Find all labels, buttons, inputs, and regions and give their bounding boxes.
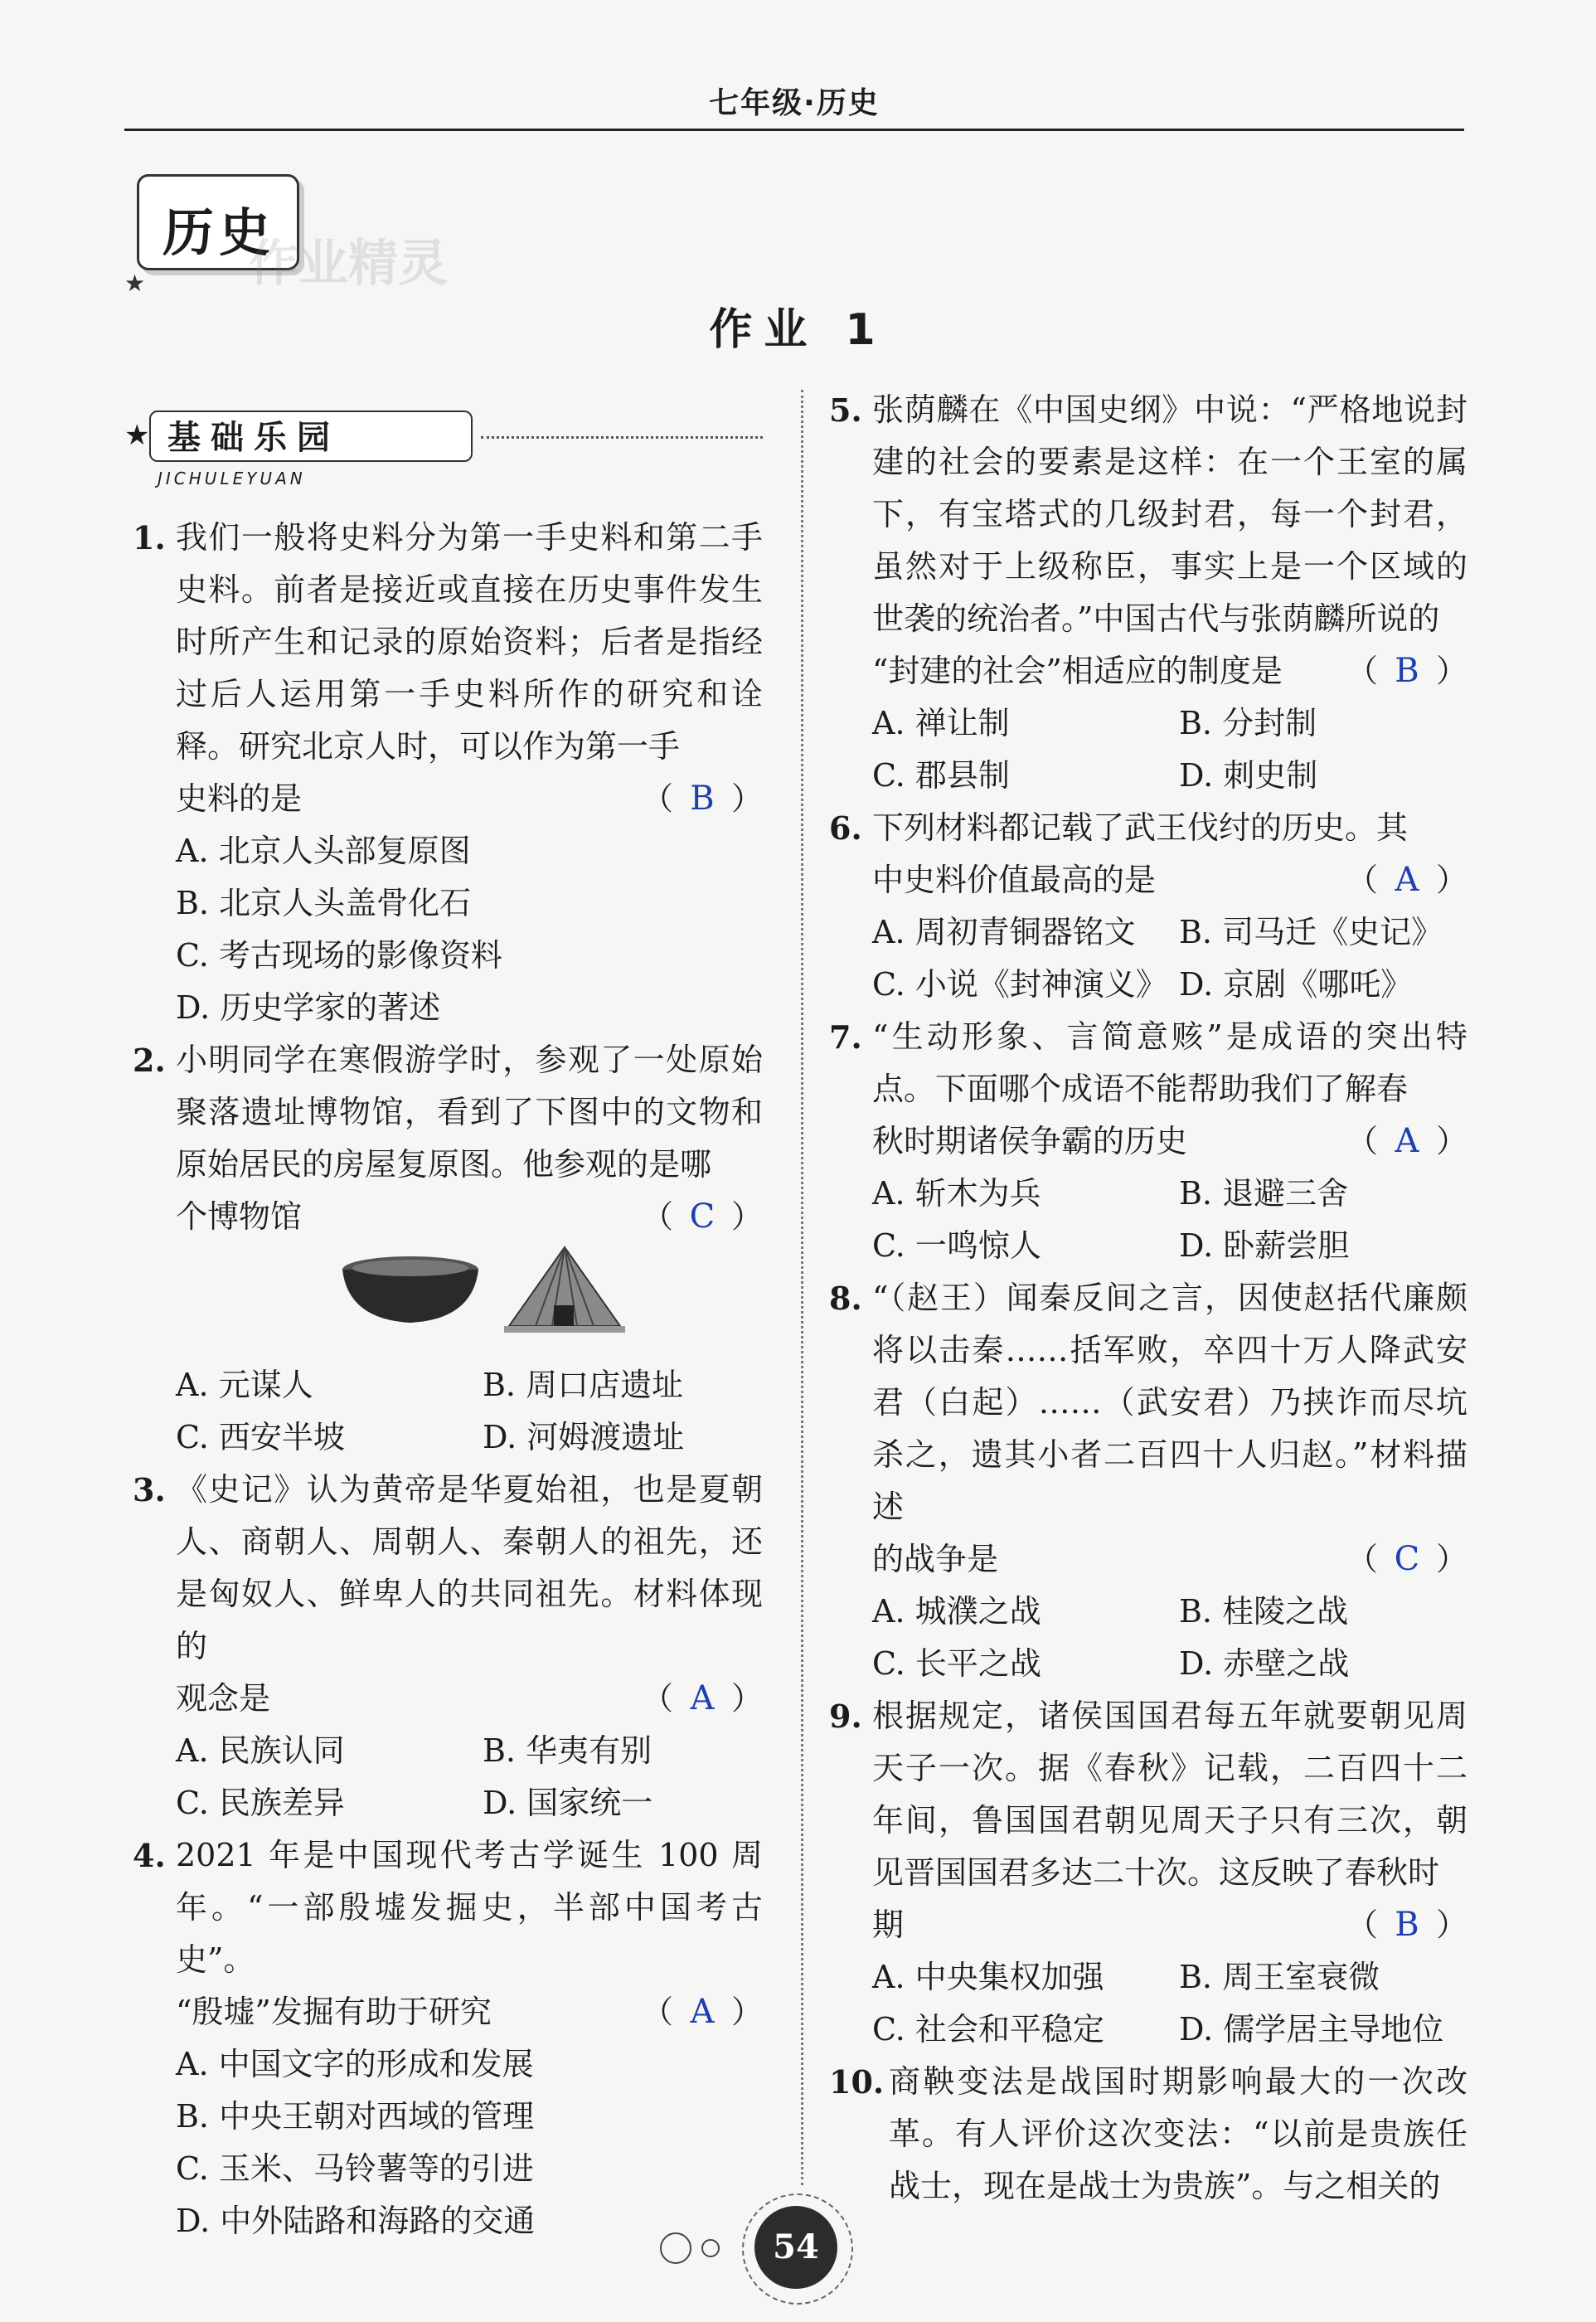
option-d: D. 历史学家的著述: [176, 989, 441, 1026]
answer: B: [1395, 1906, 1419, 1944]
question-8: [829, 1272, 1467, 1690]
option-b: B. 华夷有别: [483, 1732, 652, 1769]
option-a: A. 北京人头部复原图: [176, 833, 471, 869]
option-d: D. 河姆渡遗址: [483, 1419, 685, 1455]
answer-bracket: （ B ）: [642, 773, 763, 825]
answer: B: [1395, 652, 1419, 690]
option-c: C. 西安半坡: [176, 1419, 345, 1455]
question-5: [829, 384, 1467, 802]
option-c: C. 小说《封神演义》: [872, 966, 1167, 1003]
answer-bracket: （ C ）: [642, 1191, 763, 1243]
answer-bracket: （ A ）: [1346, 854, 1467, 906]
question-stem: 下列材料都记载了武王伐纣的历史。其: [872, 809, 1409, 846]
option-a: A. 城濮之战: [872, 1593, 1041, 1630]
question-2: [133, 1034, 763, 1464]
option-d: D. 卧薪尝胆: [1179, 1227, 1350, 1264]
page-header: 七年级·历史: [709, 86, 880, 120]
question-3: [133, 1464, 763, 1829]
subject-label: 历史: [163, 202, 276, 263]
question-stem-end: 的战争是: [872, 1541, 999, 1577]
question-stem: “（赵王）闻秦反间之言，因使赵括代廉颇将以击秦……括军败，卒四十万人降武安君（白起）……（武安君）乃挟诈而尽坑杀之，遗其小者二百四十人归赵。”材料描述: [872, 1280, 1467, 1525]
option-c: C. 郡县制: [872, 757, 1010, 794]
option-d: D. 国家统一: [483, 1785, 653, 1821]
question-stem: “生动形象、言简意赅”是成语的突出特点。下面哪个成语不能帮助我们了解春: [872, 1018, 1467, 1107]
question-stem: 《史记》认为黄帝是华夏始祖，也是夏朝人、商朝人、周朝人、秦朝人的祖先，还是匈奴人、鲜卑人的共同祖先。材料体现的: [176, 1471, 763, 1664]
question-stem: 我们一般将史料分为第一手史料和第二手史料。前者是接近或直接在历史事件发生时所产生和记录的原始资料；后者是指经过后人运用第一手史料所作的研究和诠释。研究北京人时，可以作为第一手: [176, 519, 763, 765]
question-number: 8.: [829, 1280, 862, 1317]
decor-circle: [660, 2232, 691, 2264]
question-10: [829, 2056, 1467, 2213]
question-9: [829, 1690, 1467, 2056]
watermark: 作业精灵: [249, 235, 448, 293]
question-stem: 2021 年是中国现代考古学诞生 100 周年。“一部殷墟发掘史，半部中国考古史”。: [176, 1837, 763, 1978]
question-7: [829, 1011, 1467, 1272]
question-number: 2.: [133, 1042, 166, 1079]
right-column: [829, 384, 1467, 2213]
question-4: [133, 1829, 763, 2247]
option-b: B. 北京人头盖骨化石: [176, 885, 472, 921]
question-stem-end: 个博物馆: [176, 1198, 303, 1235]
answer: B: [690, 780, 715, 818]
option-c: C. 一鸣惊人: [872, 1227, 1041, 1264]
question-number: 4.: [133, 1837, 166, 1874]
option-a: A. 中国文字的形成和发展: [176, 2046, 534, 2082]
answer-bracket: （ C ）: [1346, 1533, 1467, 1586]
left-column: [133, 512, 763, 2247]
option-b: B. 周口店遗址: [483, 1367, 684, 1403]
question-stem-end: 观念是: [176, 1680, 271, 1717]
pottery-bowl-image: [340, 1253, 481, 1326]
answer: A: [690, 1993, 715, 2031]
star-icon: ★: [124, 270, 146, 297]
option-b: B. 周王室衰微: [1179, 1959, 1380, 1995]
assignment-title: 作业 1: [709, 305, 887, 355]
option-a: A. 民族认同: [176, 1732, 345, 1769]
question-number: 3.: [133, 1471, 166, 1508]
question-number: 7.: [829, 1018, 862, 1056]
question-1: [133, 512, 763, 1034]
answer-bracket: （ A ）: [1346, 1115, 1467, 1168]
option-b: B. 中央王朝对西域的管理: [176, 2098, 535, 2135]
option-d: D. 赤壁之战: [1179, 1645, 1350, 1682]
answer-bracket: （ A ）: [642, 1673, 763, 1725]
question-stem-end: 秋时期诸侯争霸的历史: [872, 1123, 1188, 1159]
option-d: D. 刺史制: [1179, 757, 1318, 794]
question-stem-end: 中史料价值最高的是: [872, 862, 1157, 898]
answer-bracket: （ B ）: [1346, 645, 1467, 697]
answer: A: [1395, 1122, 1419, 1160]
question-number: 6.: [829, 809, 862, 847]
section-banner: [124, 410, 771, 502]
option-a: A. 禅让制: [872, 705, 1010, 741]
column-divider: [801, 390, 803, 2185]
question-figure: [176, 1243, 763, 1359]
answer: A: [690, 1679, 715, 1717]
answer: C: [1394, 1540, 1420, 1578]
thatched-hut-image: [502, 1243, 627, 1343]
question-number: 9.: [829, 1698, 862, 1735]
page-number: 54: [754, 2206, 837, 2289]
option-c: C. 民族差异: [176, 1785, 345, 1821]
question-stem: 根据规定，诸侯国国君每五年就要朝见周天子一次。据《春秋》记载，二百四十二年间，鲁国国君朝见周天子只有三次，朝见晋国国君多达二十次。这反映了春秋时: [872, 1698, 1467, 1891]
option-c: C. 玉米、马铃薯等的引进: [176, 2150, 534, 2187]
option-d: D. 儒学居主导地位: [1179, 2011, 1444, 2048]
answer: C: [689, 1197, 716, 1236]
header-rule: [124, 129, 1464, 131]
question-number: 1.: [133, 519, 166, 556]
question-stem-end: 期: [872, 1907, 905, 1943]
option-c: C. 考古现场的影像资料: [176, 937, 502, 974]
section-title: 基础乐园: [149, 410, 473, 462]
option-c: C. 社会和平稳定: [872, 2011, 1104, 2048]
question-stem: 商鞅变法是战国时期影响最大的一次改革。有人评价这次变法：“以前是贵族任战士，现在是战士为贵族”。与之相关的: [889, 2063, 1467, 2204]
option-b: B. 退避三舍: [1179, 1175, 1349, 1212]
option-b: B. 桂陵之战: [1179, 1593, 1349, 1630]
option-a: A. 周初青铜器铭文: [872, 914, 1136, 950]
answer: A: [1395, 861, 1419, 899]
question-stem-end: “封建的社会”相适应的制度是: [872, 653, 1283, 689]
option-c: C. 长平之战: [872, 1645, 1041, 1682]
question-stem-end: “殷墟”发掘有助于研究: [176, 1994, 492, 2030]
question-stem: 小明同学在寒假游学时，参观了一处原始聚落遗址博物馆，看到了下图中的文物和原始居民的房屋复原图。他参观的是哪: [176, 1042, 763, 1183]
answer-bracket: （ A ）: [642, 1986, 763, 2038]
star-icon: ★: [124, 419, 150, 452]
question-6: [829, 802, 1467, 1011]
option-d: D. 中外陆路和海路的交通: [176, 2203, 536, 2239]
answer-bracket: （ B ）: [1346, 1899, 1467, 1951]
question-stem-end: 史料的是: [176, 780, 303, 817]
dotted-divider: [481, 436, 763, 439]
option-b: B. 司马迁《史记》: [1179, 914, 1443, 950]
option-b: B. 分封制: [1179, 705, 1317, 741]
option-a: A. 中央集权加强: [872, 1959, 1104, 1995]
option-a: A. 元谋人: [176, 1367, 313, 1403]
option-a: A. 斩木为兵: [872, 1175, 1041, 1212]
option-d: D. 京剧《哪吒》: [1179, 966, 1413, 1003]
question-number: 10.: [829, 2063, 885, 2101]
question-number: 5.: [829, 391, 862, 429]
question-stem: 张荫麟在《中国史纲》中说：“严格地说封建的社会的要素是这样：在一个王室的属下，有宝塔式的几级封君，每一个封君，虽然对于上级称臣，事实上是一个区域的世袭的统治者。”中国古代与张荫麟所说的: [872, 391, 1467, 637]
decor-circle: [701, 2239, 720, 2257]
section-subtitle: JICHULEYUAN: [158, 469, 306, 488]
